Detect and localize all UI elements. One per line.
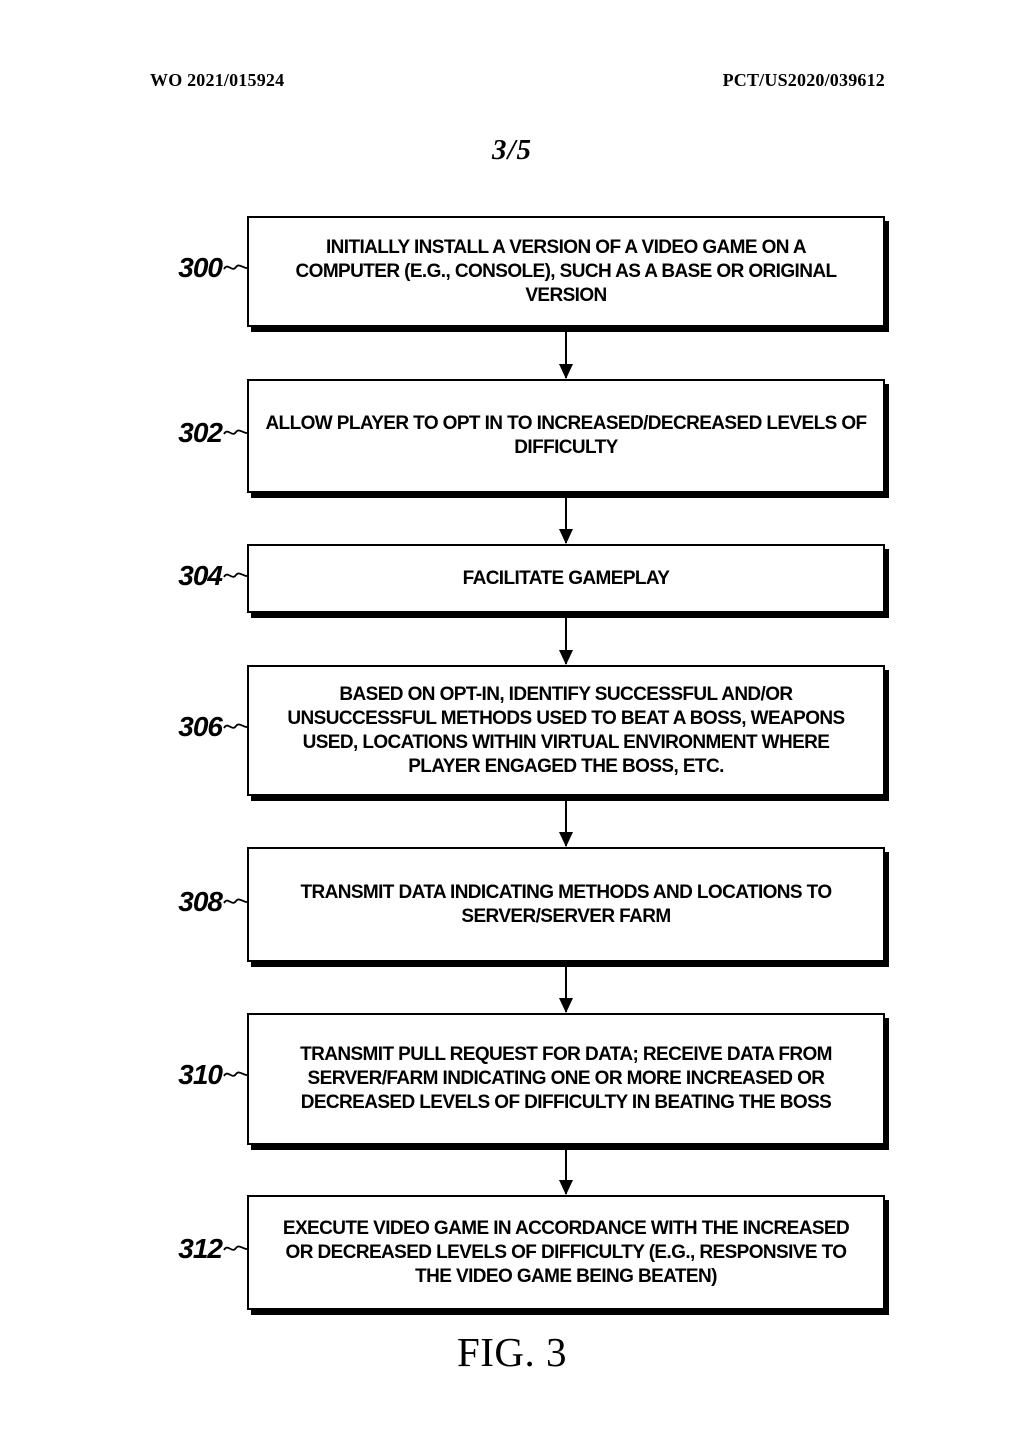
publication-number: WO 2021/015924 [150,70,285,90]
ref-number: 306 [178,711,222,742]
ref-label-300 [158,251,247,285]
flow-step-text: ALLOW PLAYER TO OPT IN TO INCREASED/DECREASED LEVELS OF DIFFICULTY [265,413,867,458]
ref-label-310 [158,1058,247,1092]
ref-number: 300 [178,252,222,283]
flow-arrow-head [559,998,573,1013]
flow-step-312 [247,1195,885,1310]
label-connector-squiggle [223,1067,247,1083]
figure-caption: FIG. 3 [456,1329,568,1375]
label-connector-squiggle [223,1241,247,1257]
flow-step-text: BASED ON OPT-IN, IDENTIFY SUCCESSFUL AND/OR UNSUCCESSFUL METHODS USED TO BEAT A BOSS, WEAPONS USED, LOCATIONS WITHIN VIRTUAL ENVIRONMENT WHERE PLAYER ENGAGED THE BOSS, ETC. [287,683,845,777]
flow-step-text: TRANSMIT PULL REQUEST FOR DATA; RECEIVE DATA FROM SERVER/FARM INDICATING ONE OR MORE INCREASED OR DECREASED LEVELS OF DIFFICULTY IN BEATING THE BOSS [300,1044,832,1113]
flow-step-304 [247,544,885,613]
application-number: PCT/US2020/039612 [722,70,885,90]
label-connector-squiggle [223,719,247,735]
flow-arrow-head [559,529,573,544]
flow-step-text: INITIALLY INSTALL A VERSION OF A VIDEO GAME ON A COMPUTER (E.G., CONSOLE), SUCH AS A BASE OR ORIGINAL VERSION [295,236,837,306]
flow-step-300 [247,216,885,327]
ref-number: 302 [178,417,222,448]
flow-arrow-head [559,832,573,847]
flow-step-text: TRANSMIT DATA INDICATING METHODS AND LOCATIONS TO SERVER/SERVER FARM [300,881,832,927]
flow-arrow-head [559,364,573,379]
ref-label-302 [158,416,247,450]
label-connector-squiggle [223,568,247,584]
ref-number: 308 [178,886,222,917]
ref-label-306 [158,710,247,744]
ref-number: 312 [178,1233,222,1264]
flow-step-text: FACILITATE GAMEPLAY [462,567,670,589]
ref-label-312 [158,1232,247,1266]
sheet-number: 3/5 [491,134,533,166]
flow-step-text: EXECUTE VIDEO GAME IN ACCORDANCE WITH THE INCREASED OR DECREASED LEVELS OF DIFFICULTY (E.G., RESPONSIVE TO THE VIDEO GAME BEING BEATEN) [282,1217,850,1287]
ref-label-304 [158,559,247,593]
flow-step-306 [247,665,885,796]
ref-number: 310 [178,1059,222,1090]
label-connector-squiggle [223,425,247,441]
flow-arrow-head [559,1180,573,1195]
flow-step-310 [247,1013,885,1145]
ref-number: 304 [178,560,222,591]
flow-step-308 [247,847,885,962]
flow-step-302 [247,379,885,493]
ref-label-308 [158,885,247,919]
flow-arrow-head [559,650,573,665]
label-connector-squiggle [223,894,247,910]
label-connector-squiggle [223,260,247,276]
